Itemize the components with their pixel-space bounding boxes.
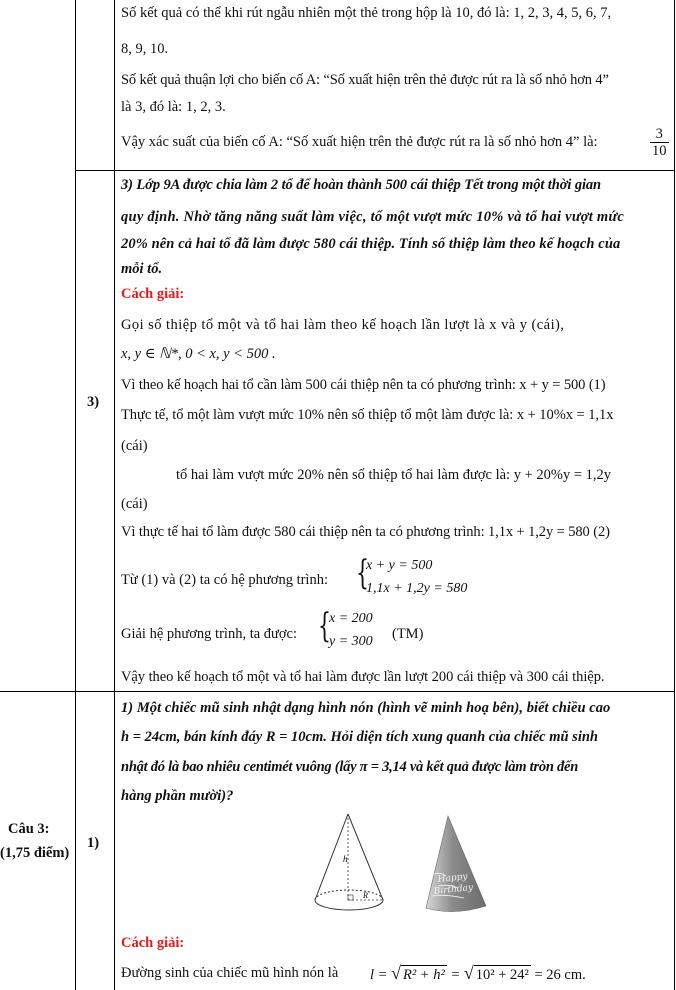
system-1-eq-2: 1,1x + 1,2y = 580 (366, 581, 468, 596)
q3-solution-line-2: x, y ∈ ℕ*, 0 < x, y < 500 . (121, 346, 276, 362)
q31-problem-line-3: nhật đó là bao nhiêu centimét vuông (lấy π = 3,14 và kết quả được làm tròn đến (121, 759, 579, 775)
q3-problem-line-1: 3) Lớp 9A được chia làm 2 tổ để hoàn thành 500 cái thiệp Tết trong một thời gian (121, 177, 602, 193)
formula-equals: = (450, 967, 461, 983)
q3-solution-line-1: Gọi số thiệp tổ một và tổ hai làm theo kế hoạch lần lượt là x và y (cái), (121, 317, 565, 333)
cau-3-label: Câu 3: (8, 821, 50, 837)
q3-solution-line-6: tổ hai làm vượt mức 20% nên số thiệp tổ hai làm được là: y + 20%y = 1,2y (176, 467, 612, 483)
q3-problem-line-3: 20% nên cả hai tổ đã làm được 580 cái thiệp. Tính số thiệp làm theo kế hoạch của (121, 236, 621, 252)
cone-diagram (313, 812, 393, 917)
q31-method-heading: Cách giải: (121, 935, 185, 951)
equation-system-2 (329, 610, 373, 650)
q3-solve-intro: Giải hệ phương trình, ta được: (121, 626, 298, 642)
q31-problem-line-2: h = 24cm, bán kính đáy R = 10cm. Hỏi diện tích xung quanh của chiếc mũ sinh (121, 729, 598, 745)
party-hat-image (424, 814, 488, 916)
hat-text-birthday: Birthday (433, 882, 474, 897)
prev-line-4: là 3, đó là: 1, 2, 3. (121, 99, 226, 115)
grid-row-divider (0, 691, 675, 692)
q3-problem-line-2: quy định. Nhờ tăng năng suất làm việc, tổ một vượt mức 10% và tổ hai vượt mức (121, 209, 625, 225)
q31-problem-line-4: hàng phần mười)? (121, 788, 234, 804)
question-3-row-label: 3) (87, 394, 100, 410)
q3-conclusion: Vậy theo kế hoạch tổ một và tổ hai làm được lần lượt 200 cái thiệp và 300 cái thiệp. (121, 669, 605, 685)
cone-height-label: h (343, 854, 348, 864)
q3-solution-line-8: Vì thực tế hai tổ làm được 580 cái thiệp nên ta có phương trình: 1,1x + 1,2y = 580 (2) (121, 524, 610, 540)
grid-line-right (674, 0, 675, 990)
formula-result: = 26 cm. (534, 967, 586, 983)
sqrt-expression-2: 10² + 24² (475, 967, 529, 983)
system-2-eq-2: y = 300 (329, 634, 373, 649)
hat-text-happy: Happy (437, 871, 468, 885)
system-2-eq-1: x = 200 (329, 611, 373, 626)
prev-line-5: Vậy xác suất của biến cố A: “Số xuất hiện trên thẻ được rút ra là số nhỏ hơn 4” là: (121, 134, 598, 150)
q31-solution-line-1: Đường sinh của chiếc mũ hình nón là (121, 965, 339, 981)
q3-system-intro: Từ (1) và (2) ta có hệ phương trình: (121, 572, 328, 588)
equation-system-1 (366, 557, 467, 597)
slant-height-formula (370, 964, 586, 984)
q31-problem-line-1: 1) Một chiếc mũ sinh nhật dạng hình nón (hình vẽ minh hoạ bên), biết chiều cao (121, 700, 611, 716)
probability-fraction (650, 126, 669, 159)
prev-line-1: Số kết quả có thể khi rút ngẫu nhiên một thẻ trong hộp là 10, đó là: 1, 2, 3, 4, 5, 6, 7, (121, 5, 612, 21)
grid-line-middle (114, 0, 115, 990)
sqrt-icon: √ (463, 963, 474, 983)
q3-solution-line-3: Vì theo kế hoạch hai tổ cần làm 500 cái thiệp nên ta có phương trình: x + y = 500 (1) (121, 377, 606, 393)
sqrt-expression-1: R² + h² (402, 967, 445, 983)
formula-lhs: l = (370, 967, 388, 983)
grid-row-divider (75, 170, 675, 171)
q3-method-heading: Cách giải: (121, 286, 185, 302)
fraction-denominator: 10 (652, 143, 667, 159)
grid-line-left (75, 0, 76, 990)
cone-radius-label: R (363, 891, 368, 900)
tm-note: (TM) (392, 626, 424, 642)
system-brace: { (356, 553, 369, 593)
prev-line-3: Số kết quả thuận lợi cho biến cố A: “Số xuất hiện trên thẻ được rút ra là số nhỏ hơn 4” (121, 72, 609, 88)
q3-solution-line-7: (cái) (121, 496, 148, 512)
prev-line-2: 8, 9, 10. (121, 41, 169, 57)
cau-3-points: (1,75 điểm) (0, 845, 70, 861)
question-1-row-label: 1) (87, 835, 100, 851)
system-1-eq-1: x + y = 500 (366, 558, 433, 573)
q3-problem-line-4: mỗi tổ. (121, 261, 163, 277)
sqrt-icon: √ (391, 963, 401, 983)
system-brace: { (318, 606, 331, 646)
q3-solution-line-5: (cái) (121, 438, 148, 454)
q3-solution-line-4: Thực tế, tổ một làm vượt mức 10% nên số thiệp tổ một làm được là: x + 10%x = 1,1x (121, 407, 614, 423)
fraction-numerator: 3 (650, 126, 669, 143)
